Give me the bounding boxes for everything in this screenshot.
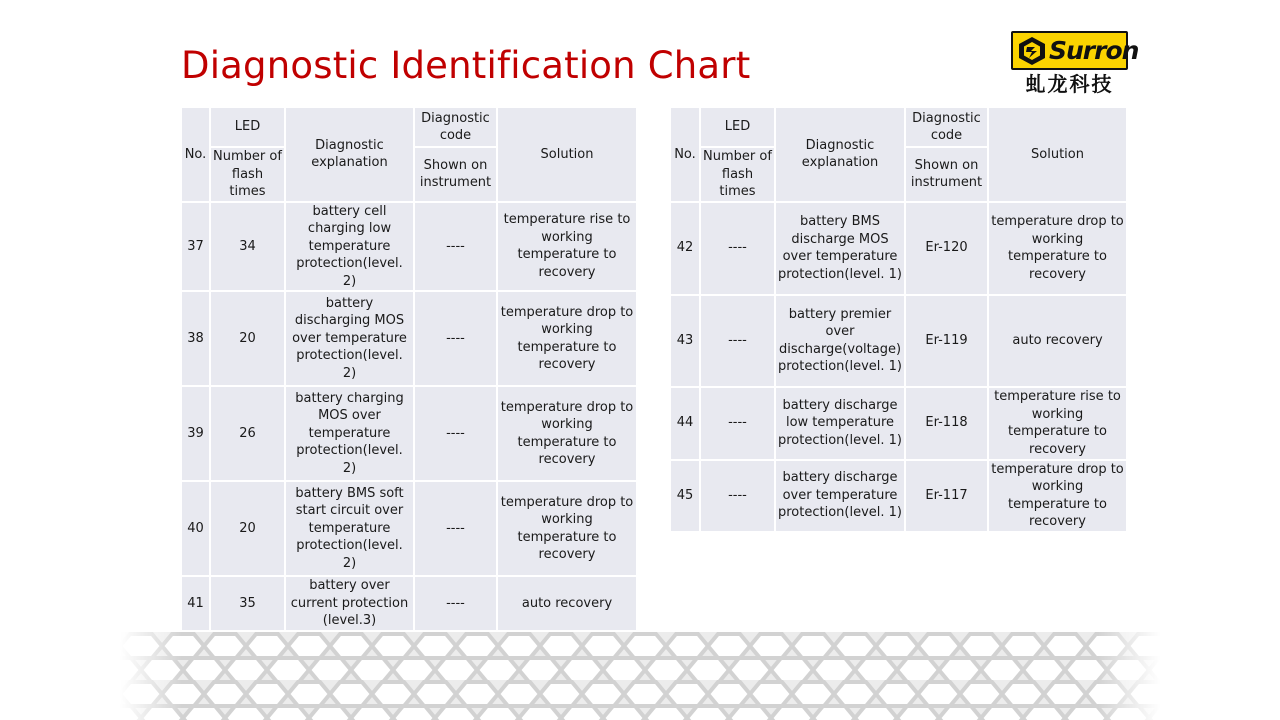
cell-solution: auto recovery: [988, 295, 1127, 387]
table-row: [670, 460, 1127, 532]
logo-wordmark: Surron: [1049, 36, 1139, 65]
hexagon-pattern-icon: [120, 632, 1160, 720]
cell-flash: ----: [700, 202, 775, 295]
table-row: [670, 295, 1127, 387]
logo-chinese-name: 虬龙科技: [1025, 72, 1114, 96]
cell-no: 42: [670, 202, 700, 295]
cell-no: 40: [181, 481, 210, 576]
cell-solution: temperature drop to working temperature to recovery: [497, 291, 637, 386]
header-explanation: Diagnostic explanation: [285, 107, 414, 202]
cell-explanation: battery BMS soft start circuit over temperature protection(level. 2): [285, 481, 414, 576]
cell-solution: temperature drop to working temperature to recovery: [988, 202, 1127, 295]
header-no: No.: [670, 107, 700, 202]
cell-no: 38: [181, 291, 210, 386]
header-shown-on-instrument: Shown on instrument: [414, 147, 497, 202]
cell-solution: temperature rise to working temperature to recovery: [497, 202, 637, 292]
cell-solution: auto recovery: [497, 576, 637, 631]
cell-flash: 20: [210, 481, 285, 576]
cell-code: ----: [414, 576, 497, 631]
header-shown-on-instrument: Shown on instrument: [905, 147, 988, 202]
cell-code: ----: [414, 291, 497, 386]
cell-code: Er-117: [905, 460, 988, 532]
header-flash-times: Number of flash times: [210, 147, 285, 202]
cell-flash: ----: [700, 387, 775, 460]
table-row: [181, 202, 637, 292]
surron-logo: [1011, 31, 1139, 97]
header-code: Diagnostic code: [905, 107, 988, 147]
logo-badge: [1011, 31, 1139, 70]
cell-explanation: battery charging MOS over temperature protection(level. 2): [285, 386, 414, 481]
cell-no: 44: [670, 387, 700, 460]
table-row: [181, 386, 637, 481]
cell-flash: 35: [210, 576, 285, 631]
cell-explanation: battery over current protection (level.3): [285, 576, 414, 631]
header-solution: Solution: [497, 107, 637, 202]
cell-code: Er-120: [905, 202, 988, 295]
header-led: LED: [210, 107, 285, 147]
diagnostic-table-left: [180, 106, 638, 632]
cell-explanation: battery premier over discharge(voltage) protection(level. 1): [775, 295, 905, 387]
table-row: [670, 387, 1127, 460]
table-row: [181, 481, 637, 576]
header-solution: Solution: [988, 107, 1127, 202]
table-row: [181, 291, 637, 386]
cell-code: Er-118: [905, 387, 988, 460]
cell-solution: temperature drop to working temperature to recovery: [988, 460, 1127, 532]
cell-no: 45: [670, 460, 700, 532]
cell-flash: 26: [210, 386, 285, 481]
cell-code: ----: [414, 386, 497, 481]
surron-emblem-icon: [1017, 36, 1047, 66]
header-led: LED: [700, 107, 775, 147]
cell-no: 41: [181, 576, 210, 631]
header-no: No.: [181, 107, 210, 202]
cell-no: 39: [181, 386, 210, 481]
header-code: Diagnostic code: [414, 107, 497, 147]
cell-solution: temperature drop to working temperature to recovery: [497, 481, 637, 576]
cell-solution: temperature drop to working temperature to recovery: [497, 386, 637, 481]
cell-flash: ----: [700, 460, 775, 532]
cell-no: 43: [670, 295, 700, 387]
header-explanation: Diagnostic explanation: [775, 107, 905, 202]
cell-flash: 20: [210, 291, 285, 386]
cell-flash: 34: [210, 202, 285, 292]
table-row: [670, 202, 1127, 295]
cell-code: Er-119: [905, 295, 988, 387]
table-row: [181, 576, 637, 631]
header-flash-times: Number of flash times: [700, 147, 775, 202]
page-title: Diagnostic Identification Chart: [181, 44, 751, 87]
cell-solution: temperature rise to working temperature to recovery: [988, 387, 1127, 460]
cell-explanation: battery cell charging low temperature protection(level. 2): [285, 202, 414, 292]
cell-explanation: battery discharge over temperature protection(level. 1): [775, 460, 905, 532]
cell-flash: ----: [700, 295, 775, 387]
cell-explanation: battery discharging MOS over temperature protection(level. 2): [285, 291, 414, 386]
cell-explanation: battery BMS discharge MOS over temperature protection(level. 1): [775, 202, 905, 295]
diagnostic-table-right: [669, 106, 1128, 533]
cell-code: ----: [414, 202, 497, 292]
cell-no: 37: [181, 202, 210, 292]
cell-code: ----: [414, 481, 497, 576]
cell-explanation: battery discharge low temperature protection(level. 1): [775, 387, 905, 460]
